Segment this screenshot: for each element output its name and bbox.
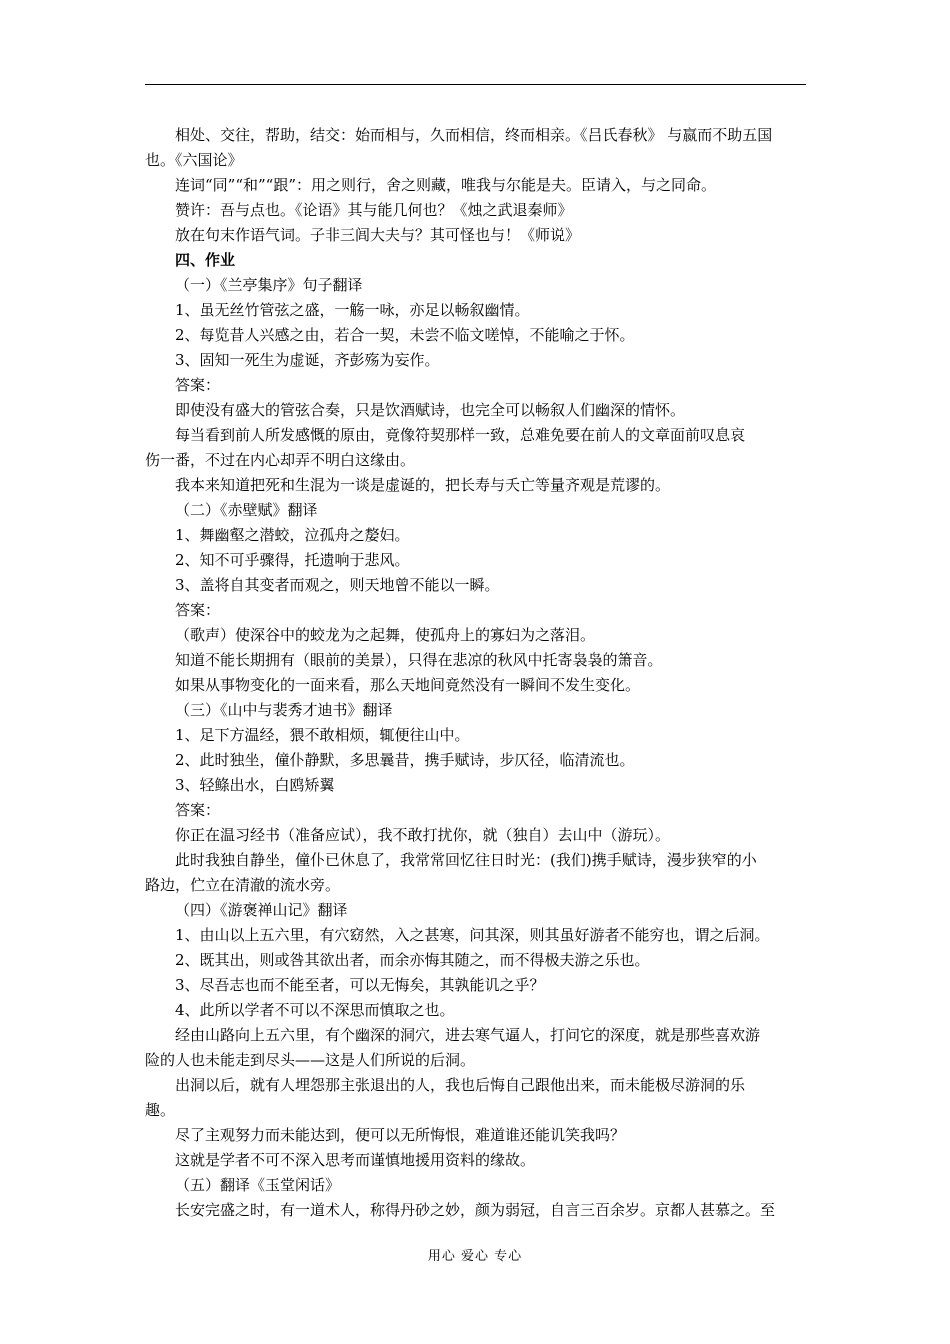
text-line: 答案： [175,376,221,394]
section-heading: 四、作业 [175,251,236,269]
text-line: （三）《山中与裴秀才迪书》翻译 [175,701,393,719]
text-line: 2、每览昔人兴感之由，若合一契，未尝不临文嗟悼，不能喻之于怀。 [175,326,635,344]
text-line: 知道不能长期拥有（眼前的美景），只得在悲凉的秋风中托寄袅袅的箫音。 [175,651,663,669]
document-body [145,123,806,1223]
text-line: 2、既其出，则或咎其欲出者，而余亦悔其随之，而不得极夫游之乐也。 [175,951,650,969]
text-line: 1、舞幽壑之潜蛟，泣孤舟之嫠妇。 [175,526,410,544]
text-line: 长安完盛之时，有一道术人，称得丹砂之妙，颜为弱冠，自言三百余岁。京都人甚慕之。至 [175,1201,776,1219]
text-line: 3、轻鲦出水，白鸥矫翼 [175,776,335,794]
text-line: 3、固知一死生为虚诞，齐彭殇为妄作。 [175,351,440,369]
text-line: 4、此所以学者不可以不深思而慎取之也。 [175,1001,455,1019]
text-line: 如果从事物变化的一面来看，那么天地间竟然没有一瞬间不发生变化。 [175,676,641,694]
text-line: 赞许：吾与点也。《论语》其与能几何也？《烛之武退秦师》 [175,201,573,219]
text-line: 你正在温习经书（准备应试），我不敢打扰你，就（独自）去山中（游玩）。 [175,826,671,844]
text-line: 出洞以后，就有人埋怨那主张退出的人，我也后悔自己跟他出来，而未能极尽游洞的乐 [175,1076,746,1094]
text-line: （二）《赤壁赋》翻译 [175,501,318,519]
text-line: 3、尽吾志也而不能至者，可以无悔矣，其孰能讥之乎？ [175,976,545,994]
text-line: 1、由山以上五六里，有穴窈然，入之甚寒，问其深，则其虽好游者不能穷也，谓之后洞。 [175,926,770,944]
text-line: 放在句末作语气词。子非三闾大夫与？其可怪也与！《师说》 [175,226,581,244]
text-line: 也。《六国论》 [145,151,243,169]
text-line: 连词“同”“和”“跟”：用之则行，舍之则藏，唯我与尔能是夫。臣请入，与之同命。 [175,176,717,194]
text-line: 1、足下方温经，猥不敢相烦，辄便往山中。 [175,726,470,744]
text-line: 伤一番，不过在内心却弄不明白这缘由。 [145,451,416,469]
header-rule [145,84,806,85]
text-line: 经由山路向上五六里，有个幽深的洞穴，进去寒气逼人，打问它的深度，就是那些喜欢游 [175,1026,761,1044]
text-line: （歌声）使深谷中的蛟龙为之起舞，使孤舟上的寡妇为之落泪。 [175,626,596,644]
text-line: 2、此时独坐，僮仆静默，多思曩昔，携手赋诗，步仄径，临清流也。 [175,751,635,769]
text-line: 3、盖将自其变者而观之，则天地曾不能以一瞬。 [175,576,500,594]
text-line: 这就是学者不可不深入思考而谨慎地援用资料的缘故。 [175,1151,536,1169]
text-line: 险的人也未能走到尽头——这是人们所说的后洞。 [145,1051,476,1069]
text-line: 此时我独自静坐，僮仆已休息了，我常常回忆往日时光：(我们)携手赋诗，漫步狭窄的小 [175,851,757,869]
text-line: （五）翻译《玉堂闲话》 [175,1176,341,1194]
text-line: 答案： [175,601,221,619]
text-line: 1、虽无丝竹管弦之盛，一觞一咏，亦足以畅叙幽情。 [175,301,530,319]
text-line: （四）《游褒禅山记》翻译 [175,901,348,919]
text-line: 尽了主观努力而未能达到，便可以无所悔恨，难道谁还能讥笑我吗？ [175,1126,626,1144]
page-footer: 用心 爱心 专心 [427,1249,523,1264]
text-line: 趣。 [145,1101,176,1119]
text-line: 我本来知道把死和生混为一谈是虚诞的，把长寿与夭亡等量齐观是荒谬的。 [175,476,671,494]
text-line: 2、知不可乎骤得，托遗响于悲风。 [175,551,410,569]
text-line: （一）《兰亭集序》句子翻译 [175,276,363,294]
text-line: 每当看到前人所发感慨的原由，竟像符契那样一致，总难免要在前人的文章面前叹息哀 [175,426,746,444]
text-line: 相处、交往，帮助，结交：始而相与，久而相信，终而相亲。《吕氏春秋》 与嬴而不助五国 [175,126,773,144]
text-line: 路边，伫立在清澈的流水旁。 [145,876,341,894]
text-line: 答案： [175,801,221,819]
text-line: 即使没有盛大的管弦合奏，只是饮酒赋诗，也完全可以畅叙人们幽深的情怀。 [175,401,686,419]
